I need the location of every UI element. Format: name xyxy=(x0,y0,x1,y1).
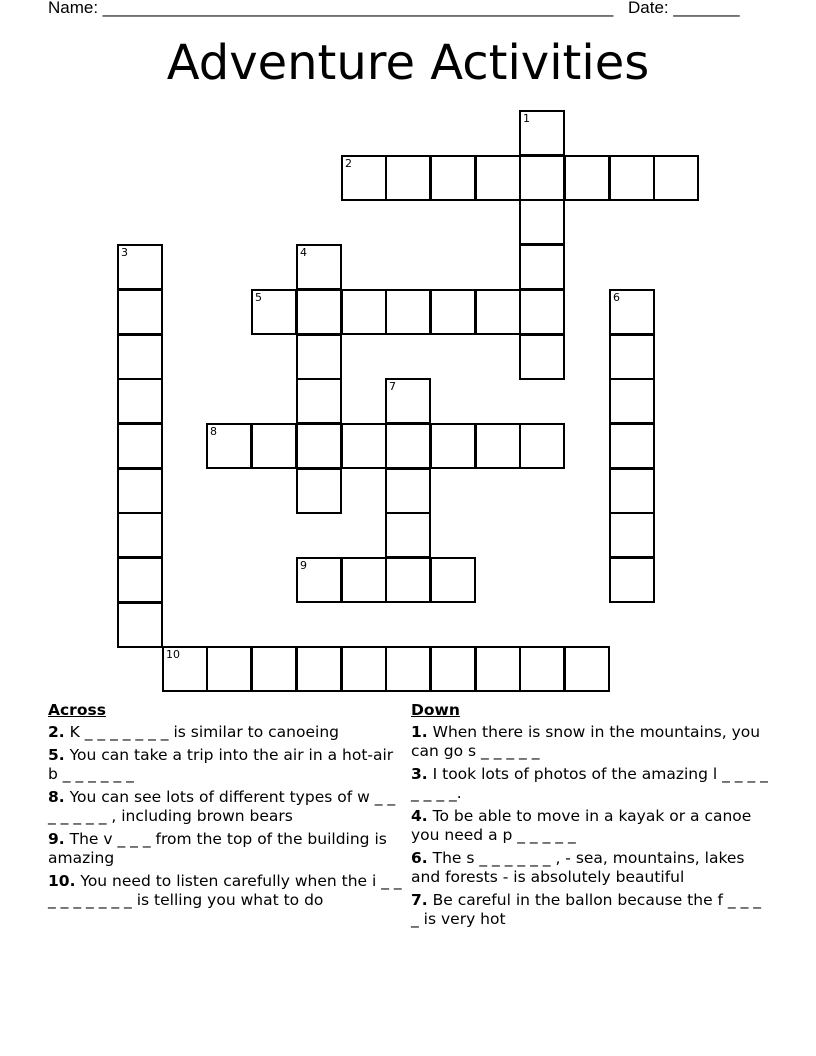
down-heading: Down xyxy=(411,701,460,719)
grid-cell[interactable] xyxy=(117,334,163,380)
name-line[interactable]: Name: ______________________________________________________ xyxy=(48,0,614,17)
grid-cell[interactable] xyxy=(430,289,476,335)
grid-cell[interactable] xyxy=(385,155,431,201)
grid-cell[interactable] xyxy=(519,423,565,469)
grid-cell[interactable] xyxy=(609,468,655,514)
grid-cell[interactable] xyxy=(519,244,565,290)
page-title: Adventure Activities xyxy=(166,35,650,91)
grid-cell[interactable] xyxy=(385,423,431,469)
grid-cell[interactable] xyxy=(609,334,655,380)
clue-across-5: 5. You can take a trip into the air in a hot-air b _ _ _ _ _ _ xyxy=(48,746,394,783)
cell-number: 1 xyxy=(523,112,530,125)
grid-cell[interactable] xyxy=(385,557,431,603)
grid-cell[interactable] xyxy=(519,646,565,692)
grid-cell[interactable] xyxy=(251,646,297,692)
cell-number: 7 xyxy=(389,380,396,393)
clue-down-7: 7. Be careful in the ballon because the f _ _ _ _ is very hot xyxy=(411,891,762,928)
grid-cell[interactable] xyxy=(341,557,387,603)
cell-number: 2 xyxy=(345,157,352,170)
clue-across-9: 9. The v _ _ _ from the top of the building is amazing xyxy=(48,830,387,867)
grid-cell[interactable] xyxy=(341,289,387,335)
grid-cell[interactable] xyxy=(385,378,431,424)
clue-down-3: 3. I took lots of photos of the amazing l _ _ _ _ _ _ _ _. xyxy=(411,765,768,802)
clue-across-8: 8. You can see lots of different types of w _ _ _ _ _ _ _ , including brown bears xyxy=(48,788,396,825)
grid-cell[interactable] xyxy=(341,155,387,201)
grid-cell[interactable] xyxy=(653,155,699,201)
grid-cell[interactable] xyxy=(430,646,476,692)
grid-cell[interactable] xyxy=(385,289,431,335)
grid-cell[interactable] xyxy=(519,334,565,380)
across-clues xyxy=(48,701,406,914)
grid-cell[interactable] xyxy=(206,646,252,692)
grid-cell[interactable] xyxy=(251,289,297,335)
grid-cell[interactable] xyxy=(296,468,342,514)
grid-cell[interactable] xyxy=(117,557,163,603)
clue-across-2: 2. K _ _ _ _ _ _ _ is similar to canoeing xyxy=(48,723,339,741)
grid-cell[interactable] xyxy=(519,289,565,335)
grid-cell[interactable] xyxy=(609,512,655,558)
grid-cell[interactable] xyxy=(564,155,610,201)
grid-cell[interactable] xyxy=(430,155,476,201)
grid-cell[interactable] xyxy=(341,423,387,469)
grid-cell[interactable] xyxy=(117,602,163,648)
cell-number: 6 xyxy=(613,291,620,304)
clue-down-6: 6. The s _ _ _ _ _ _ , - sea, mountains, lakes and forests - is absolutely beautiful xyxy=(411,849,745,886)
clue-across-10: 10. You need to listen carefully when the i _ _ _ _ _ _ _ _ _ is telling you what to do xyxy=(48,872,402,909)
grid-cell[interactable] xyxy=(385,468,431,514)
date-line[interactable]: Date: _______ xyxy=(628,0,740,17)
grid-cell[interactable] xyxy=(609,378,655,424)
grid-cell[interactable] xyxy=(162,646,208,692)
grid-cell[interactable] xyxy=(609,557,655,603)
down-clues xyxy=(411,701,771,933)
grid-cell[interactable] xyxy=(117,512,163,558)
grid-cell[interactable] xyxy=(117,423,163,469)
grid-cell[interactable] xyxy=(385,646,431,692)
grid-cell[interactable] xyxy=(519,199,565,245)
grid-cell[interactable] xyxy=(564,646,610,692)
cell-number: 10 xyxy=(166,648,180,661)
grid-cell[interactable] xyxy=(430,557,476,603)
grid-cell[interactable] xyxy=(296,289,342,335)
cell-number: 9 xyxy=(300,559,307,572)
cell-number: 3 xyxy=(121,246,128,259)
cell-number: 4 xyxy=(300,246,307,259)
grid-cell[interactable] xyxy=(296,378,342,424)
grid-cell[interactable] xyxy=(296,557,342,603)
grid-cell[interactable] xyxy=(117,378,163,424)
grid-cell[interactable] xyxy=(341,646,387,692)
across-heading: Across xyxy=(48,701,106,719)
grid-cell[interactable] xyxy=(117,468,163,514)
grid-cell[interactable] xyxy=(296,334,342,380)
grid-cell[interactable] xyxy=(296,244,342,290)
cell-number: 8 xyxy=(210,425,217,438)
grid-cell[interactable] xyxy=(519,110,565,156)
grid-cell[interactable] xyxy=(251,423,297,469)
clue-down-1: 1. When there is snow in the mountains, you can go s _ _ _ _ _ xyxy=(411,723,761,760)
grid-cell[interactable] xyxy=(475,423,521,469)
grid-cell[interactable] xyxy=(475,155,521,201)
grid-cell[interactable] xyxy=(296,646,342,692)
grid-cell[interactable] xyxy=(430,423,476,469)
grid-cell[interactable] xyxy=(117,289,163,335)
grid-cell[interactable] xyxy=(117,244,163,290)
grid-cell[interactable] xyxy=(206,423,252,469)
grid-cell[interactable] xyxy=(475,289,521,335)
grid-cell[interactable] xyxy=(519,155,565,201)
grid-cell[interactable] xyxy=(609,289,655,335)
grid-cell[interactable] xyxy=(385,512,431,558)
clue-down-4: 4. To be able to move in a kayak or a canoe you need a p _ _ _ _ _ xyxy=(411,807,752,844)
grid-cell[interactable] xyxy=(475,646,521,692)
grid-cell[interactable] xyxy=(296,423,342,469)
grid-cell[interactable] xyxy=(609,423,655,469)
grid-cell[interactable] xyxy=(609,155,655,201)
cell-number: 5 xyxy=(255,291,262,304)
